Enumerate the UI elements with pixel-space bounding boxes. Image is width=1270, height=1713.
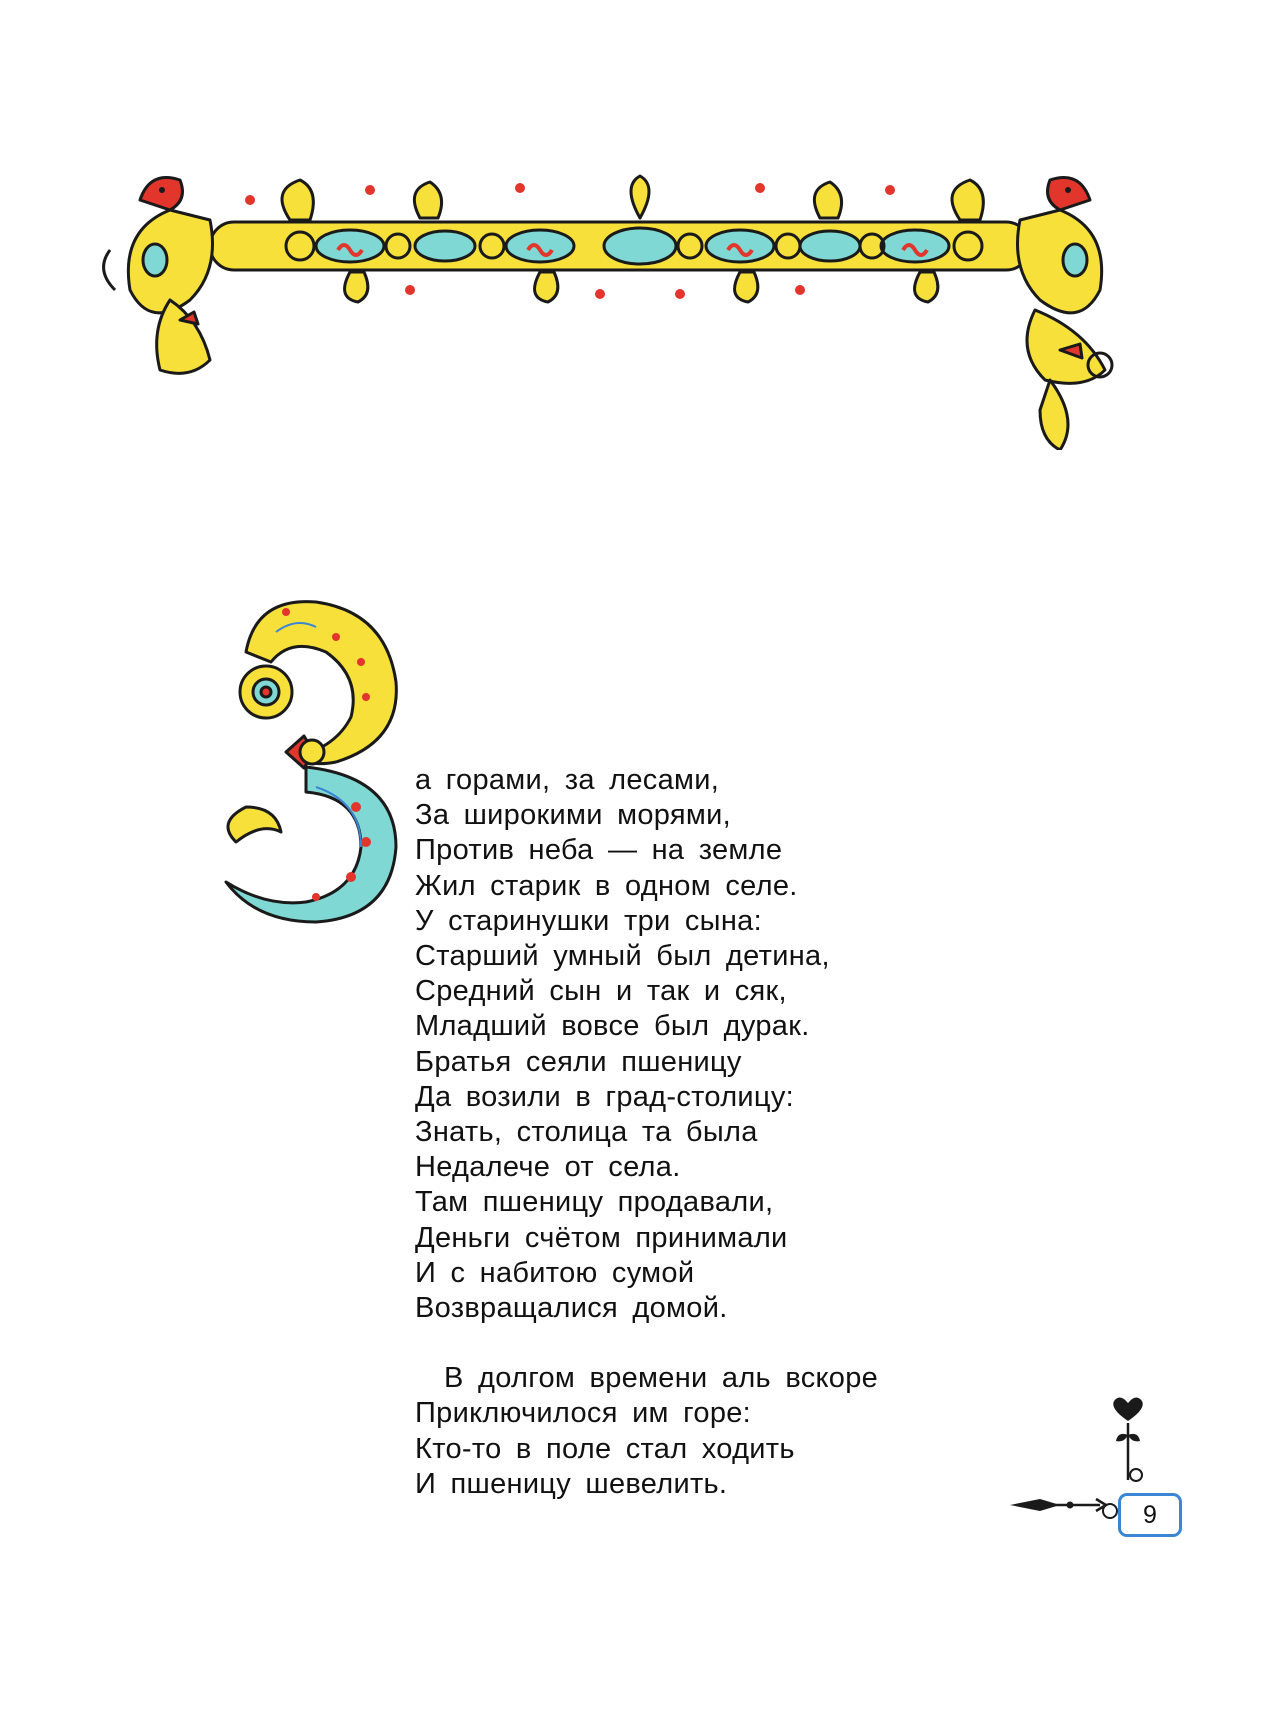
- drop-cap-letter: [216, 592, 416, 927]
- poem-text: [415, 763, 878, 1502]
- headpiece-ornament: [100, 160, 1130, 450]
- folk-headpiece-birds-icon: [104, 176, 1112, 450]
- poem-line: Там пшеницу продавали,: [415, 1186, 774, 1219]
- poem-line: В долгом времени аль вскоре: [444, 1362, 879, 1395]
- poem-line: Братья сеяли пшеницу: [415, 1045, 742, 1078]
- page-number: 9: [1118, 1493, 1182, 1537]
- poem-line: Недалече от села.: [415, 1151, 681, 1184]
- stanza-2: [415, 1361, 878, 1502]
- poem-line: Возвращалися домой.: [415, 1292, 728, 1325]
- poem-line: Приключилося им горе:: [415, 1397, 752, 1430]
- poem-line: И с набитою сумой: [415, 1256, 695, 1289]
- ornamental-letter-ze-icon: [226, 602, 396, 922]
- poem-line: Средний сын и так и сяк,: [415, 975, 787, 1008]
- poem-line: Да возили в град-столицу:: [415, 1080, 794, 1113]
- poem-line: Против неба — на земле: [415, 834, 783, 867]
- poem-line: За широкими морями,: [415, 799, 731, 832]
- poem-line: Знать, столица та была: [415, 1116, 758, 1149]
- poem-line: У старинушки три сына:: [415, 904, 762, 937]
- poem-line: Младший вовсе был дурак.: [415, 1010, 810, 1043]
- stanza-1: [415, 763, 878, 1326]
- poem-line: Деньги счётом принимали: [415, 1221, 788, 1254]
- poem-line: Старший умный был детина,: [415, 940, 830, 973]
- poem-line: Жил старик в одном селе.: [415, 869, 798, 902]
- poem-line: Кто-то в поле стал ходить: [415, 1432, 795, 1465]
- poem-line: а горами, за лесами,: [415, 764, 720, 796]
- poem-line: И пшеницу шевелить.: [415, 1467, 728, 1500]
